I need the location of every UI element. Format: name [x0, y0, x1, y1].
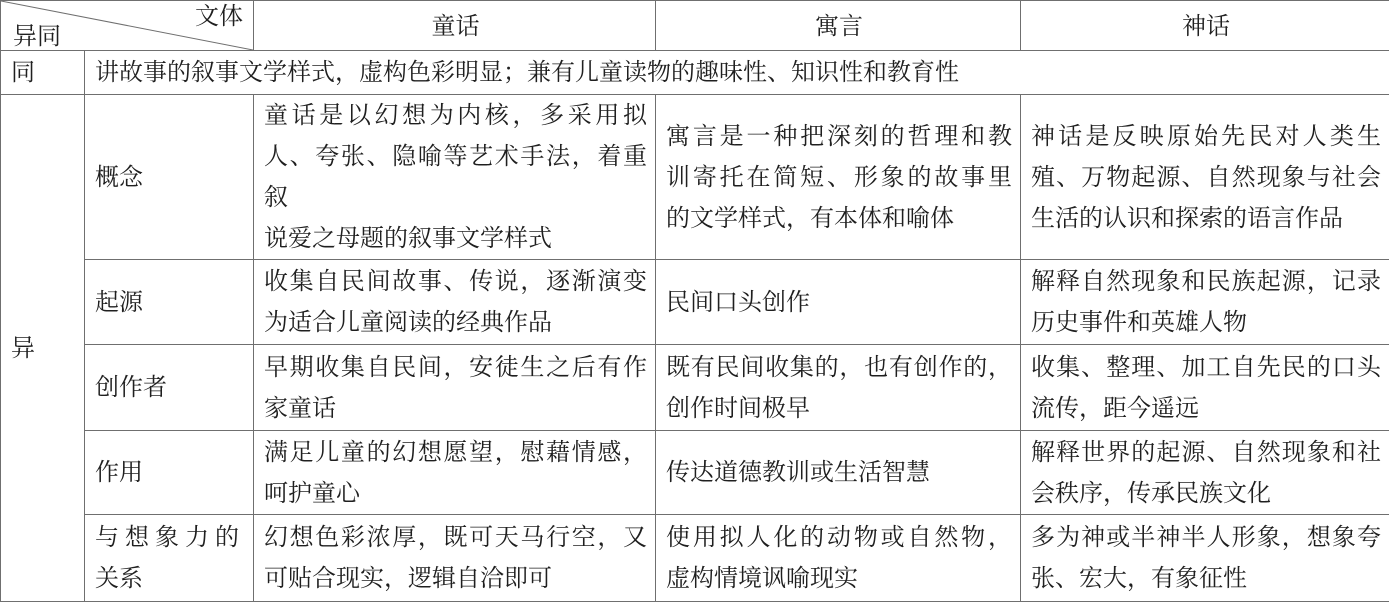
- cell-tonghua-imagination: [254, 515, 656, 602]
- cell-line: 解释自然现象和民族起源，记录: [1031, 261, 1381, 302]
- cell-line: 殖、万物起源、自然现象与社会: [1031, 157, 1381, 198]
- cell-line: 早期收集自民间，安徒生之后有作: [264, 347, 647, 388]
- aspect-origin: [85, 260, 254, 345]
- header-row: [1, 1, 1389, 51]
- cell-line: 人、夸张、隐喻等艺术手法，着重叙: [264, 136, 647, 218]
- cell-yuyan-origin: [656, 260, 1021, 345]
- table-body: [1, 1, 1389, 602]
- cell-line: 可贴合现实，逻辑自洽即可: [264, 558, 647, 599]
- diff-row-concept: [1, 95, 1389, 260]
- cell-line: 解释世界的起源、自然现象和社: [1031, 432, 1381, 473]
- corner-box: [1, 1, 253, 50]
- cell-line: 使用拟人化的动物或自然物，: [666, 517, 1012, 558]
- diff-row-creator: [1, 345, 1389, 431]
- cell-line: 张、宏大，有象征性: [1031, 558, 1381, 599]
- cell-line: 满足儿童的幻想愿望，慰藉情感，: [264, 432, 647, 473]
- cell-shenhua-function: [1021, 431, 1389, 515]
- cell-tonghua-origin: [254, 260, 656, 345]
- cell-shenhua-concept: [1021, 95, 1389, 260]
- cell-line: 为适合儿童阅读的经典作品: [264, 302, 647, 343]
- cell-line: 收集自民间故事、传说，逐渐演变: [264, 261, 647, 302]
- cell-line: 寓言是一种把深刻的哲理和教: [666, 116, 1012, 157]
- cell-shenhua-origin: [1021, 260, 1389, 345]
- cell-shenhua-creator: [1021, 345, 1389, 431]
- same-text: 讲故事的叙事文学样式，虚构色彩明显；兼有儿童读物的趣味性、知识性和教育性: [85, 51, 1389, 95]
- cell-line: 虚构情境讽喻现实: [666, 558, 1012, 599]
- cell-line: 既有民间收集的，也有创作的，: [666, 347, 1012, 388]
- diff-label: 异: [1, 95, 85, 602]
- cell-yuyan-creator: [656, 345, 1021, 431]
- column-header-tonghua: 童话: [254, 1, 656, 51]
- cell-line: 历史事件和英雄人物: [1031, 302, 1381, 343]
- cell-shenhua-imagination: [1021, 515, 1389, 602]
- cell-line: 会秩序，传承民族文化: [1031, 473, 1381, 514]
- cell-line: 流传，距今遥远: [1031, 388, 1381, 429]
- cell-line: 说爱之母题的叙事文学样式: [264, 218, 647, 259]
- cell-line: 传达道德教训或生活智慧: [666, 452, 1012, 493]
- diff-row-function: [1, 431, 1389, 515]
- aspect-line: 与想象力的: [95, 517, 239, 558]
- column-header-yuyan: 寓言: [656, 1, 1021, 51]
- cell-line: 训寄托在简短、形象的故事里: [666, 157, 1012, 198]
- column-header-shenhua: 神话: [1021, 1, 1389, 51]
- aspect-line: 概念: [95, 157, 239, 198]
- aspect-line: 起源: [95, 282, 239, 323]
- aspect-line: 关系: [95, 558, 239, 599]
- cell-line: 创作时间极早: [666, 388, 1012, 429]
- cell-line: 呵护童心: [264, 473, 647, 514]
- aspect-function: [85, 431, 254, 515]
- cell-tonghua-function: [254, 431, 656, 515]
- cell-line: 民间口头创作: [666, 282, 1012, 323]
- same-label: 同: [1, 51, 85, 95]
- cell-line: 的文学样式，有本体和喻体: [666, 198, 1012, 239]
- cell-line: 幻想色彩浓厚，既可天马行空，又: [264, 517, 647, 558]
- cell-yuyan-function: [656, 431, 1021, 515]
- cell-yuyan-imagination: [656, 515, 1021, 602]
- corner-cell: [1, 1, 254, 51]
- corner-top-label: 文体: [195, 3, 243, 29]
- diff-row-origin: [1, 260, 1389, 345]
- cell-line: 生活的认识和探索的语言作品: [1031, 198, 1381, 239]
- corner-bottom-label: 异同: [13, 23, 61, 49]
- cell-line: 收集、整理、加工自先民的口头: [1031, 347, 1381, 388]
- aspect-imagination: [85, 515, 254, 602]
- aspect-concept: [85, 95, 254, 260]
- cell-line: 家童话: [264, 388, 647, 429]
- aspect-creator: [85, 345, 254, 431]
- cell-tonghua-creator: [254, 345, 656, 431]
- same-row: [1, 51, 1389, 95]
- cell-yuyan-concept: [656, 95, 1021, 260]
- cell-tonghua-concept: [254, 95, 656, 260]
- cell-line: 童话是以幻想为内核，多采用拟: [264, 95, 647, 136]
- cell-line: 神话是反映原始先民对人类生: [1031, 116, 1381, 157]
- aspect-line: 作用: [95, 452, 239, 493]
- diff-row-imagination: [1, 515, 1389, 602]
- cell-line: 多为神或半神半人形象，想象夸: [1031, 517, 1381, 558]
- aspect-line: 创作者: [95, 367, 239, 408]
